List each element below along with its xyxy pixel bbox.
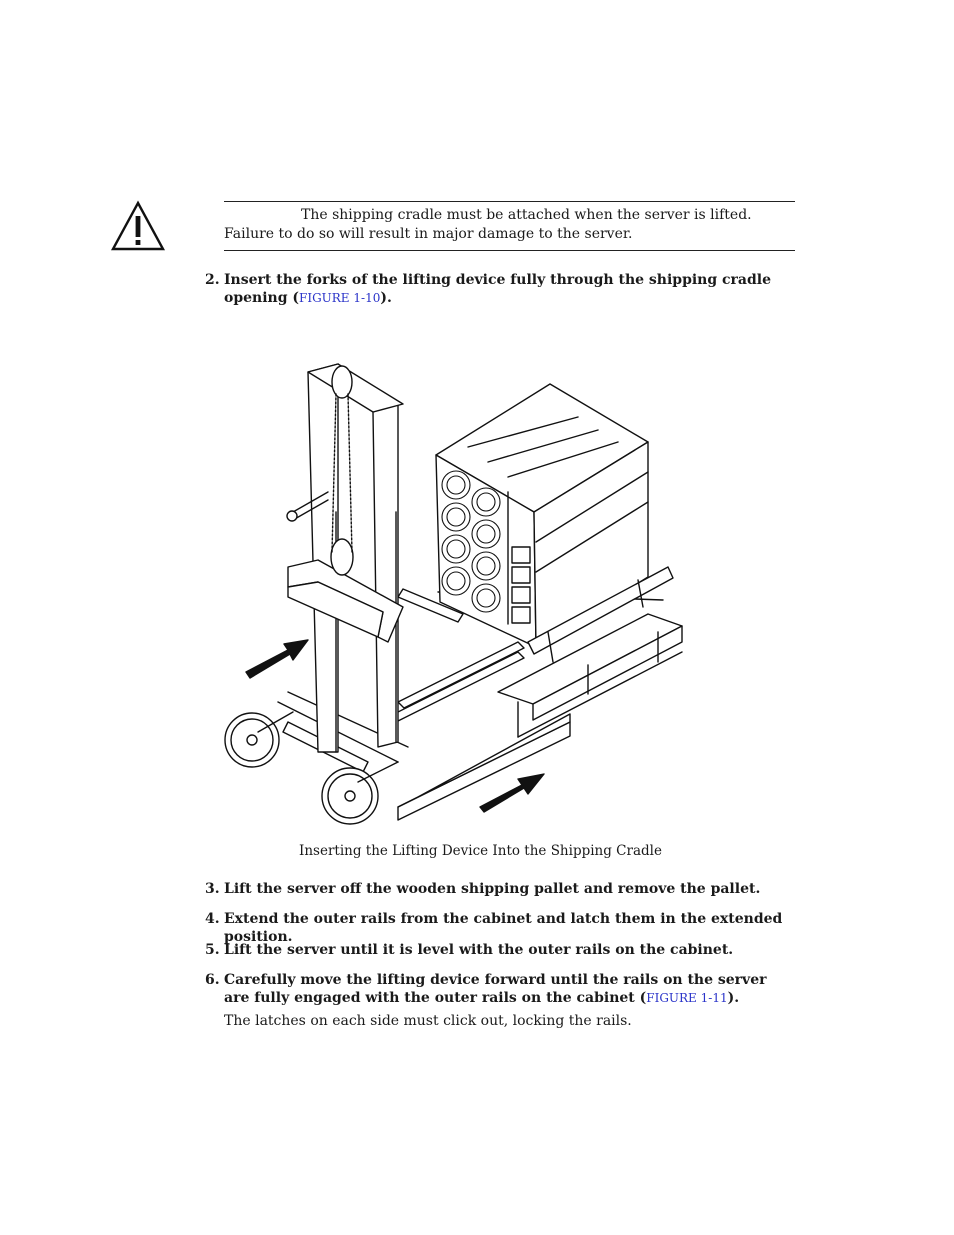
figure-caption: Inserting the Lifting Device Into the Shipping Cradle xyxy=(299,843,662,859)
lifting-device-figure xyxy=(218,342,690,834)
step-number: 3. xyxy=(205,881,220,897)
caution-top-rule xyxy=(224,201,795,202)
figure-1-10-link[interactable]: FIGURE 1-10 xyxy=(299,291,381,305)
step-6: 6. Carefully move the lifting device forward until the rails on the server are fully engaged with the outer rails on the cabinet (FIGURE 1-11). xyxy=(205,972,767,1006)
caution-bottom-rule xyxy=(224,250,795,251)
step-text: Insert the forks of the lifting device fully through the shipping cradle opening ( xyxy=(224,272,772,306)
caution-triangle-icon xyxy=(110,200,166,252)
step-2: 2. Insert the forks of the lifting device fully through the shipping cradle opening (FIGURE 1-10). xyxy=(205,272,772,306)
latch-note: The latches on each side must click out, locking the rails. xyxy=(224,1013,632,1029)
caution-text: The shipping cradle must be attached when the server is lifted. Failure to do so will result in major damage to the server. xyxy=(224,207,752,242)
figure-1-11-link[interactable]: FIGURE 1-11 xyxy=(646,991,728,1005)
step-text: Extend the outer rails from the cabinet and latch them in the extended position. xyxy=(224,911,783,945)
step-text: Carefully move the lifting device forward until the rails on the server are fully engaged with the outer rails on the cabinet ( xyxy=(224,972,767,1006)
step-number: 5. xyxy=(205,942,220,958)
step-number: 4. xyxy=(205,911,220,927)
step-number: 6. xyxy=(205,972,220,988)
insert-direction-arrow xyxy=(246,640,308,678)
step-text: Lift the server until it is level with the outer rails on the cabinet. xyxy=(224,942,734,958)
step-5 xyxy=(205,941,795,959)
step-number: 2. xyxy=(205,272,220,288)
insert-direction-arrow xyxy=(480,774,544,812)
step-text: Lift the server off the wooden shipping pallet and remove the pallet. xyxy=(224,881,761,897)
step-3 xyxy=(205,880,795,898)
